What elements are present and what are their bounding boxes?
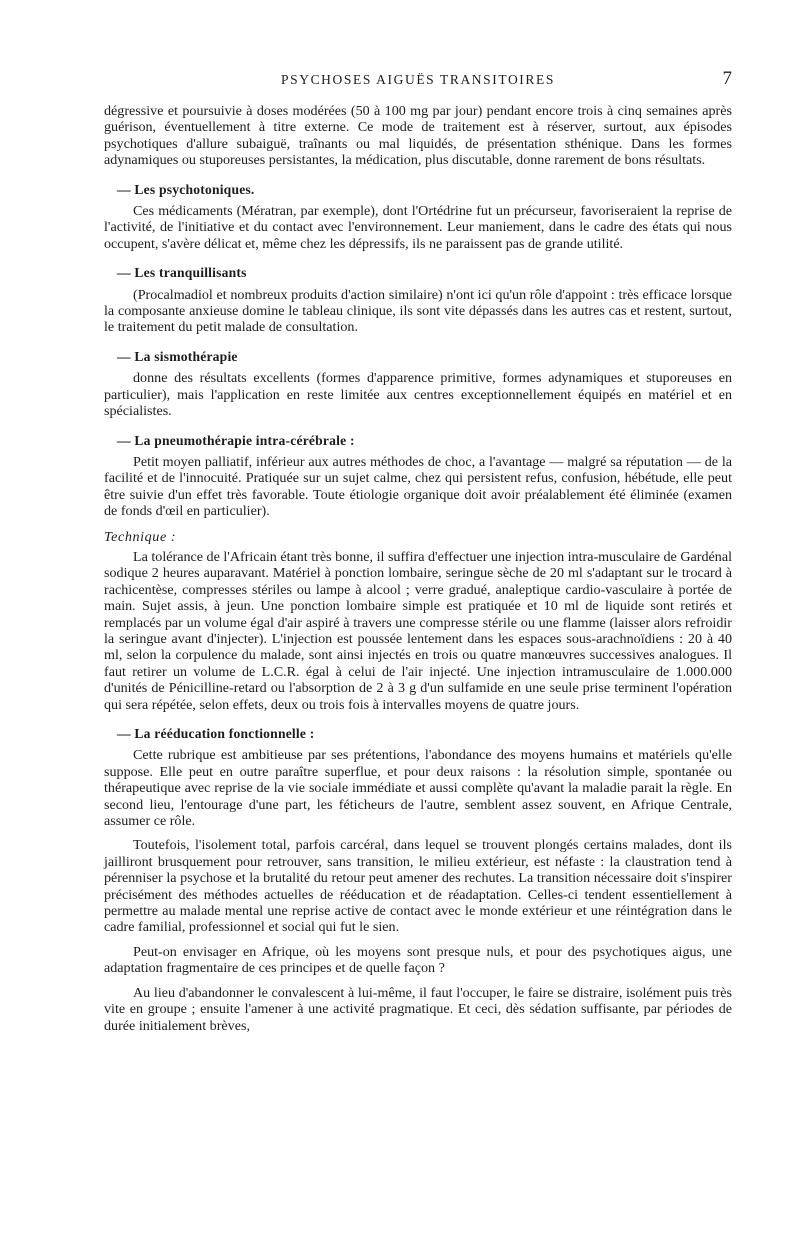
body-text (104, 103, 732, 1034)
heading-pneumotherapie: — La pneumothérapie intra-cérébrale : (117, 432, 355, 448)
paragraph-pneumotherapie: Petit moyen palliatif, inférieur aux autres méthodes de choc, a l'avantage — malgré sa réputation — de la facilité et de l'innocuité. Pratiquée sur un sujet calme, chez qui persistent refus, confusion, hébétude, elle peut être suivie d'un effet très favorable. Toute étiologie organique doit avoir préalablement été éliminée (examen de fonds d'œil en particulier). (104, 453, 732, 520)
paragraph-reeducation-3: Peut-on envisager en Afrique, où les moyens sont presque nuls, et pour des psychotiques aigus, une adaptation fragmentaire de ces principes et de quelle façon ? (104, 943, 732, 977)
heading-tranquillisants: — Les tranquillisants (117, 265, 247, 281)
paragraph-sismotherapie: donne des résultats excellents (formes d'apparence primitive, formes adynamiques et stuporeuses en particulier), mais l'application en reste limitée aux centres exceptionnellement équipés en matériel et en spécialistes. (104, 370, 732, 420)
heading-reeducation: — La rééducation fonctionnelle : (117, 726, 315, 741)
paragraph-reeducation-4: Au lieu d'abandonner le convalescent à lui-même, il faut l'occuper, le faire se distraire, isolément puis très vite en groupe ; ensuite l'amener à une activité pragmatique. Et ceci, dès sédation suffisante, par périodes de durée initialement brèves, (104, 984, 732, 1034)
paragraph-reeducation-2: Toutefois, l'isolement total, parfois carcéral, dans lequel se trouvent plongés certains malades, dont ils jailliront brusquement pour retrouver, sans transition, le milieu extérieur, est néfaste : la claustration tend à pérenniser la psychose et la brutalité du retour peut amener des rechutes. La transition nécessaire doit s'inspirer précisément des méthodes actuelles de rééducation et de réadaptation. Celles-ci tendent essentiellement à permettre au malade mental une reprise active de contact avec le monde extérieur et une réintégration dans le cadre familial, professionnel et social qui fut le sien. (104, 837, 732, 936)
paragraph-reeducation-1: Cette rubrique est ambitieuse par ses prétentions, l'abondance des moyens humains et matériels qu'elle suppose. Elle peut en outre paraître superflue, et pour deux raisons : la résolution simple, spontanée ou thérapeutique avec reprise de la vie sociale immédiate et aussi complète qu'avant la maladie parait la règle. En second lieu, l'entourage d'une part, les féticheurs de l'autre, semblent assez souvent, en Afrique Centrale, assumer ce rôle. (104, 747, 732, 830)
heading-sismotherapie: — La sismothérapie (117, 348, 238, 364)
running-header (104, 70, 732, 92)
heading-technique: Technique : (104, 528, 177, 545)
paragraph-technique: La tolérance de l'Africain étant très bonne, il suffira d'effectuer une injection intra-musculaire de Gardénal sodique 2 heures auparavant. Matériel à ponction lombaire, seringue sèche de 20 ml s'adaptant sur le trocard à rachicentèse, compresses stériles ou lampe à alcool ; verre gradué, analeptique cardio-vasculaire à portée de main. Sujet assis, à jeun. Une ponction lombaire simple est pratiquée et 10 ml de liquide sont retirés et remplacés par un volume égal d'air aspiré à travers une compresse stérile ou une flamme (laisser alors refroidir la seringue avant d'injecter). L'injection est poussée lentement dans les espaces sous-arachnoïdiens : 20 à 40 ml, selon la corpulence du malade, sont ainsi injectés en trois ou quatre manœuvres successives analogues. Il faut retirer un volume de L.C.R. égal à celui de l'air injecté. Une injection intramusculaire de 1.000.000 d'unités de Pénicilline-retard ou l'absorption de 2 à 3 g d'un sulfamide en une seule prise terminent l'opération qui sera répétée, selon effets, deux ou trois fois à intervalles moyens de quatre jours. (104, 548, 732, 713)
page-number: 7 (722, 68, 732, 89)
paragraph-psychotoniques: Ces médicaments (Mératran, par exemple), dont l'Ortédrine fut un précurseur, favoriseraient la reprise de l'activité, de l'initiative et du contact avec l'environnement. Leur maniement, dans le cadre des états qui nous occupent, s'avère délicat et, même chez les dépressifs, ils ne paraissent pas de grande utilité. (104, 203, 732, 252)
paragraph-tranquillisants: (Procalmadiol et nombreux produits d'action similaire) n'ont ici qu'un rôle d'appoint : très efficace lorsque la composante anxieuse domine le tableau clinique, ils sont vite dépassés dans les autres cas et restent, surtout, le traitement du petit malade de consultation. (104, 286, 732, 336)
paragraph-intro: dégressive et poursuivie à doses modérées (50 à 100 mg par jour) pendant encore trois à cinq semaines après guérison, éventuellement à titre externe. Ce mode de traitement est à réserver, surtout, aux épisodes psychotiques d'allure subaiguë, traînants ou mal liquidés, de présentation sthénique. Dans les formes adynamiques ou stuporeuses persistantes, la médication, plus discutable, donne rarement de bons résultats. (104, 103, 732, 169)
running-title: PSYCHOSES AIGUËS TRANSITOIRES (281, 72, 555, 87)
heading-psychotoniques: — Les psychotoniques. (117, 181, 255, 197)
